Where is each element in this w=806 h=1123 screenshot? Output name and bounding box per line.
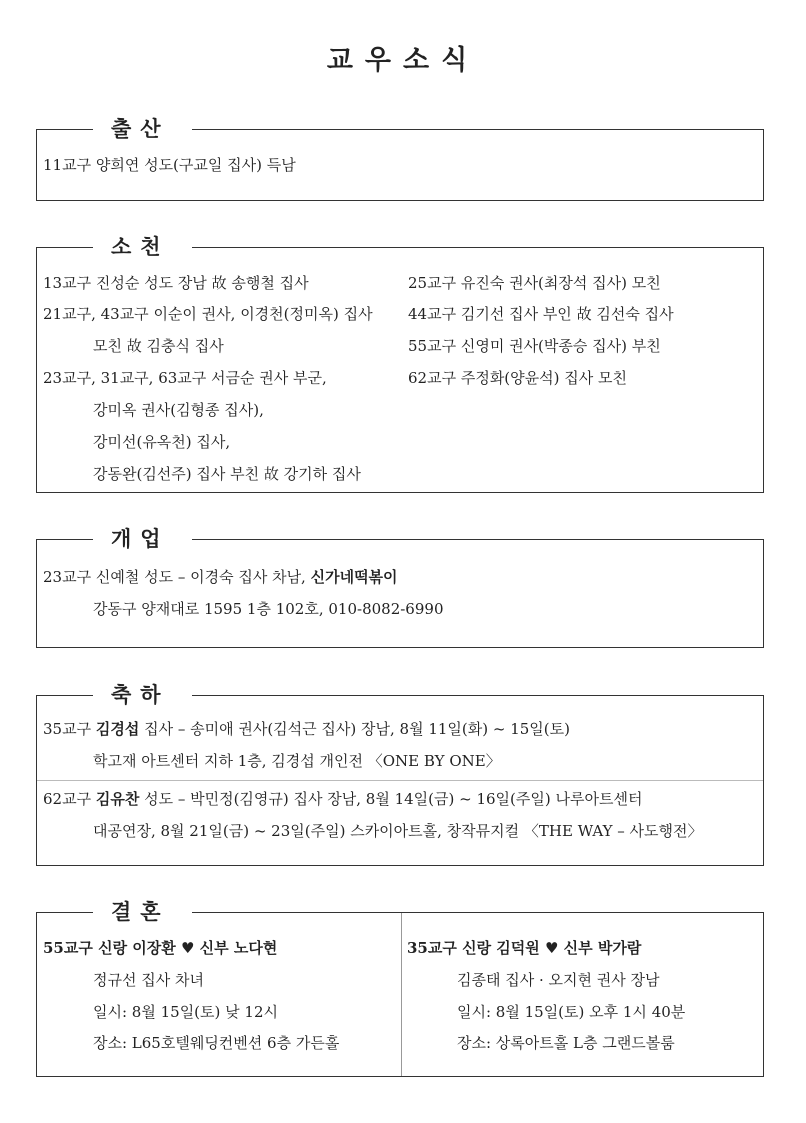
wedding-date: 일시: 8월 15일(토) 오후 1시 40분 <box>457 1003 686 1021</box>
congrats-item <box>43 718 570 740</box>
wedding-parents: 김종태 집사 · 오지현 권사 장남 <box>457 971 660 989</box>
funeral-item-continued: 강미선(유옥천) 집사, <box>93 433 231 451</box>
wedding-groom: 55교구 신랑 이장환 <box>43 939 181 957</box>
funeral-item: 23교구, 31교구, 63교구 서금순 권사 부군, <box>43 369 327 387</box>
congrats-item-text: 성도 – 박민정(김영규) 집사 장남, 8월 14일(금) ~ 16일(주일) 나루아트센터 <box>139 790 643 808</box>
congrats-item-detail: 대공연장, 8월 21일(금) ~ 23일(주일) 스카이아트홀, 창작뮤지컬 〈THE WAY – 사도행전〉 <box>93 822 703 840</box>
opening-item-text: 23교구 신예철 성도 – 이경숙 집사 차남, <box>43 568 311 586</box>
wedding-venue: 장소: L65호텔웨딩컨벤션 6층 가든홀 <box>93 1034 340 1052</box>
heart-icon: ♥ <box>544 939 559 957</box>
funeral-item: 62교구 주정화(양윤석) 집사 모친 <box>408 369 627 387</box>
funeral-item: 21교구, 43교구 이순이 권사, 이경천(정미옥) 집사 <box>43 305 373 323</box>
congrats-section-title: 축하 <box>93 678 192 712</box>
funeral-section-title: 소천 <box>93 230 192 264</box>
birth-item: 11교구 양희연 성도(구교일 집사) 득남 <box>43 156 296 174</box>
funeral-item-continued: 강미옥 권사(김형종 집사), <box>93 401 264 419</box>
wedding-groom: 35교구 신랑 김덕원 <box>407 939 545 957</box>
congrats-person-name: 김경섭 <box>95 720 140 738</box>
wedding-bride: 신부 노다현 <box>194 939 278 957</box>
page-title: 교우소식 <box>326 45 480 76</box>
congrats-divider <box>37 780 763 781</box>
congrats-item-prefix: 35교구 <box>43 720 96 738</box>
congrats-item-text: 집사 – 송미애 권사(김석근 집사) 장남, 8월 11일(화) ~ 15일(토) <box>139 720 570 738</box>
wedding-bride: 신부 박가람 <box>558 939 642 957</box>
wedding-couple <box>43 937 277 959</box>
funeral-item-continued: 강동완(김선주) 집사 부친 故 강기하 집사 <box>93 465 361 483</box>
wedding-section <box>36 899 764 1077</box>
wedding-couple <box>407 937 641 959</box>
funeral-item-continued: 모친 故 김충식 집사 <box>93 337 224 355</box>
congrats-item-prefix: 62교구 <box>43 790 96 808</box>
funeral-item: 44교구 김기선 집사 부인 故 김선숙 집사 <box>408 305 674 323</box>
funeral-item: 13교구 진성순 성도 장남 故 송행철 집사 <box>43 274 309 292</box>
wedding-venue: 장소: 상록아트홀 L층 그랜드볼룸 <box>457 1034 675 1052</box>
birth-section <box>36 116 764 201</box>
opening-section <box>36 526 764 648</box>
funeral-section <box>36 234 764 493</box>
wedding-date: 일시: 8월 15일(토) 낮 12시 <box>93 1003 278 1021</box>
congrats-item-detail: 학고재 아트센터 지하 1층, 김경섭 개인전 〈ONE BY ONE〉 <box>93 752 501 770</box>
opening-item <box>43 566 398 588</box>
congrats-person-name: 김유찬 <box>95 790 140 808</box>
congrats-item <box>43 788 642 810</box>
opening-section-title: 개업 <box>93 522 192 556</box>
congrats-section <box>36 682 764 866</box>
funeral-item: 55교구 신영미 권사(박종승 집사) 부친 <box>408 337 661 355</box>
heart-icon: ♥ <box>180 939 195 957</box>
wedding-divider <box>401 913 402 1076</box>
wedding-parents: 정규선 집사 차녀 <box>93 971 204 989</box>
birth-section-title: 출산 <box>93 112 192 146</box>
opening-address: 강동구 양재대로 1595 1층 102호, 010-8082-6990 <box>93 600 444 618</box>
shop-name: 신가네떡볶이 <box>310 568 398 586</box>
funeral-item: 25교구 유진숙 권사(최장석 집사) 모친 <box>408 274 661 292</box>
wedding-section-title: 결혼 <box>93 895 192 929</box>
